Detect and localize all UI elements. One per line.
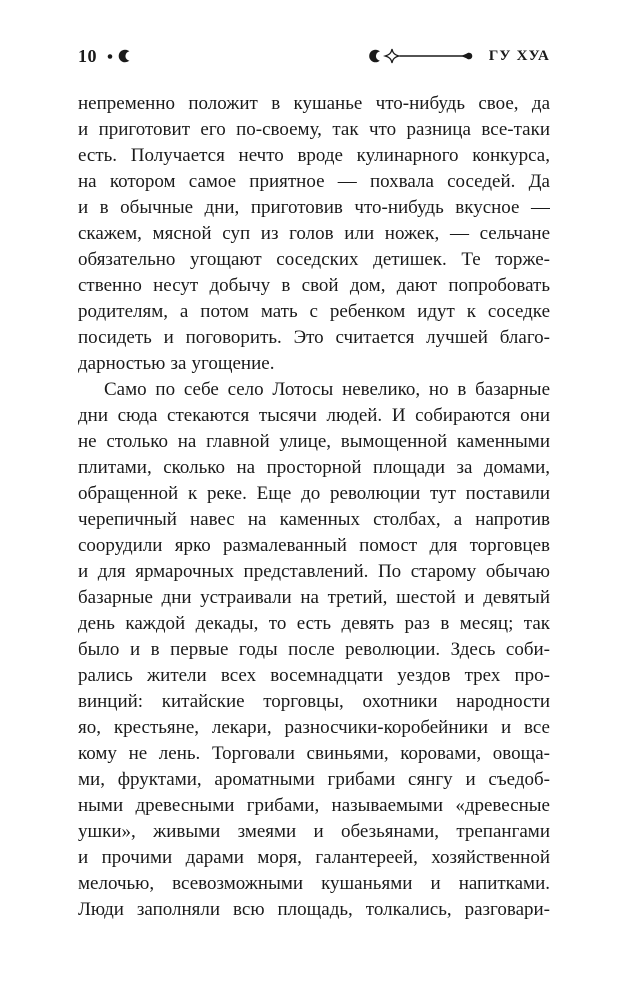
text-line: кому не лень. Торговали свиньями, коровами, овоща- [78,743,550,764]
text-line: ными древесными грибами, называемыми «древесные [78,795,550,816]
running-title-group [368,47,550,65]
crescent-star-rule-ornament-icon [368,47,480,65]
text-line: Люди заполняли всю площадь, толкались, разговари- [78,899,550,920]
text-line: родителям, а потом мать с ребенком идут к соседке [78,301,550,322]
text-line: ушки», живыми змеями и обезьянами, трепангами [78,821,550,842]
text-line: черепичный навес на каменных столбах, а напротив [78,509,550,530]
text-line: Само по себе село Лотосы невелико, но в базарные [104,379,550,400]
text-line: непременно положит в кушанье что-нибудь свое, да [78,93,550,114]
text-line: есть. Получается нечто вроде кулинарного конкурса, [78,145,550,166]
text-line: день каждой декады, то есть девять раз в месяц; так [78,613,550,634]
text-line: и прочими дарами моря, галантереей, хозяйственной [78,847,550,868]
text-line: мелочью, всевозможными кушаньями и напитками. [78,873,550,894]
text-line: скажем, мясной суп из голов или ножек, — сельчане [78,223,550,244]
page-header [78,46,550,66]
text-line: рались жители всех восемнадцати уездов трех про- [78,665,550,686]
text-line: на котором самое приятное — похвала соседей. Да [78,171,550,192]
text-line: яо, крестьяне, лекари, разносчики-коробейники и все [78,717,550,738]
text-line: ственно несут добычу в свой дом, дают попробовать [78,275,550,296]
page-number-group [78,46,138,67]
text-line: дни сюда стекаются тысячи людей. И собираются они [78,405,550,426]
text-line: посидеть и поговорить. Это считается лучшей благо- [78,327,550,348]
paragraph [78,91,550,377]
text-line: плитами, сколько на просторной площади за домами, [78,457,550,478]
text-line: было и в первые годы после революции. Здесь соби- [78,639,550,660]
text-line: и для ярмарочных представлений. По старому обычаю [78,561,550,582]
text-line: не столько на главной улице, вымощенной каменными [78,431,550,452]
text-line: дарностью за угощение. [78,353,275,374]
running-title-author: ГУ ХУА [488,47,550,64]
text-line: и в обычные дни, приготовив что-нибудь вкусное — [78,197,550,218]
text-line: соорудили ярко размалеванный помост для торговцев [78,535,550,556]
body-text [78,91,550,923]
text-line: обращенной к реке. Еще до революции тут поставили [78,483,550,504]
dot-crescent-ornament-icon [106,47,138,65]
text-line: базарные дни устраивали на третий, шестой и девятый [78,587,550,608]
page-number: 10 [78,45,97,66]
text-line: и приготовит его по-своему, так что разница все-таки [78,119,550,140]
text-line: ми, фруктами, ароматными грибами сянгу и съедоб- [78,769,550,790]
text-line: винций: китайские торговцы, охотники народности [78,691,550,712]
text-line: обязательно угощают соседских детишек. Те торже- [78,249,550,270]
paragraph [78,377,550,923]
